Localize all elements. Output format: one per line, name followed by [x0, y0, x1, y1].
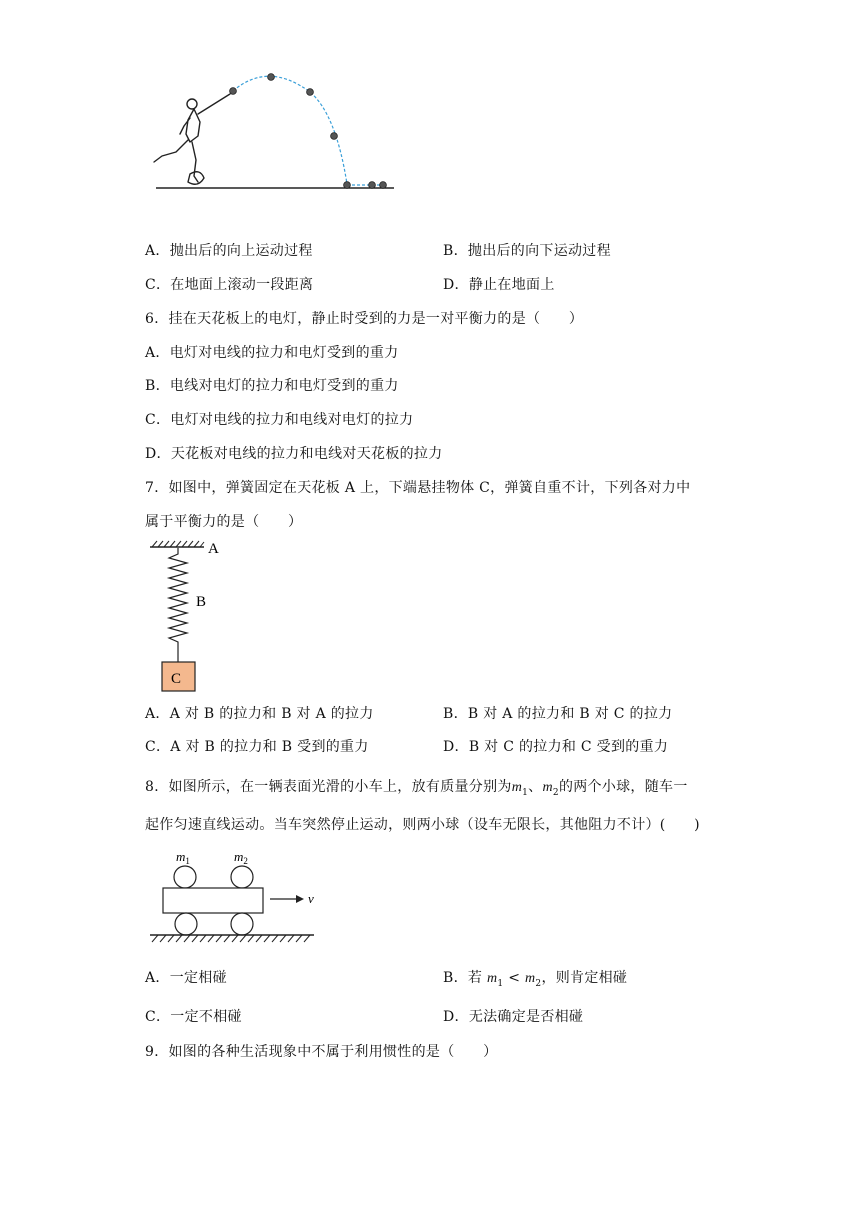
q7-stem-line2: 属于平衡力的是（ ） — [145, 514, 303, 530]
ball-m2 — [231, 866, 253, 888]
q6-option-c: C．电灯对电线的拉力和电线对电灯的拉力 — [145, 412, 414, 428]
q8-option-c: C．一定不相碰 — [145, 1009, 242, 1025]
wheel-right — [231, 913, 253, 935]
label-c: C — [171, 671, 182, 687]
q5-option-d: D．静止在地面上 — [443, 277, 555, 293]
trajectory-path — [233, 76, 347, 184]
q6-stem: 6．挂在天花板上的电灯，静止时受到的力是一对平衡力的是（ ） — [145, 311, 584, 327]
ball-m1 — [174, 866, 196, 888]
cart-figure — [146, 848, 326, 944]
q8-option-b: B．若 $m_1 < m_2$，则肯定相碰 — [443, 970, 628, 989]
q6-option-d: D．天花板对电线的拉力和电线对天花板的拉力 — [145, 446, 443, 462]
svg-text:m1: $m_1$ — [176, 849, 190, 866]
label-a: A — [208, 541, 219, 557]
q5-option-c: C．在地面上滚动一段距离 — [145, 277, 314, 293]
shot-balls — [230, 74, 387, 189]
q6-option-b: B．电线对电灯的拉力和电灯受到的重力 — [145, 378, 399, 394]
q8-option-d: D．无法确定是否相碰 — [443, 1009, 584, 1025]
q8-option-a: A．一定相碰 — [145, 970, 227, 986]
shot-put-figure — [140, 64, 410, 196]
athlete-figure — [154, 94, 230, 184]
q9-stem: 9．如图的各种生活现象中不属于利用惯性的是（ ） — [145, 1044, 498, 1060]
q7-stem-line1: 7．如图中，弹簧固定在天花板 A 上，下端悬挂物体 C，弹簧自重不计，下列各对力中 — [145, 480, 691, 496]
q8-stem-line2: 起作匀速直线运动。当车突然停止运动，则两小球（设车无限长，其他阻力不计）( ) — [145, 817, 700, 833]
cart-body — [163, 888, 263, 913]
q5-option-b: B．抛出后的向下运动过程 — [443, 243, 611, 259]
label-v: v — [308, 891, 314, 906]
q7-option-a: A．A 对 B 的拉力和 B 对 A 的拉力 — [145, 706, 374, 722]
q5-option-a: A．抛出后的向上运动过程 — [145, 243, 313, 259]
label-b: B — [196, 594, 207, 610]
spring — [169, 548, 187, 662]
q8-stem-line1: 8．如图所示，在一辆表面光滑的小车上，放有质量分别为$m_1$、$m_2$的两个小球，随车一 — [145, 779, 688, 798]
q7-option-c: C．A 对 B 的拉力和 B 受到的重力 — [145, 739, 369, 755]
q7-option-d: D．B 对 C 的拉力和 C 受到的重力 — [443, 739, 669, 755]
spring-figure — [146, 538, 236, 694]
q7-option-b: B．B 对 A 的拉力和 B 对 C 的拉力 — [443, 706, 673, 722]
q6-option-a: A．电灯对电线的拉力和电灯受到的重力 — [145, 345, 399, 361]
wheel-left — [175, 913, 197, 935]
svg-text:m2: $m_2$ — [234, 849, 248, 866]
